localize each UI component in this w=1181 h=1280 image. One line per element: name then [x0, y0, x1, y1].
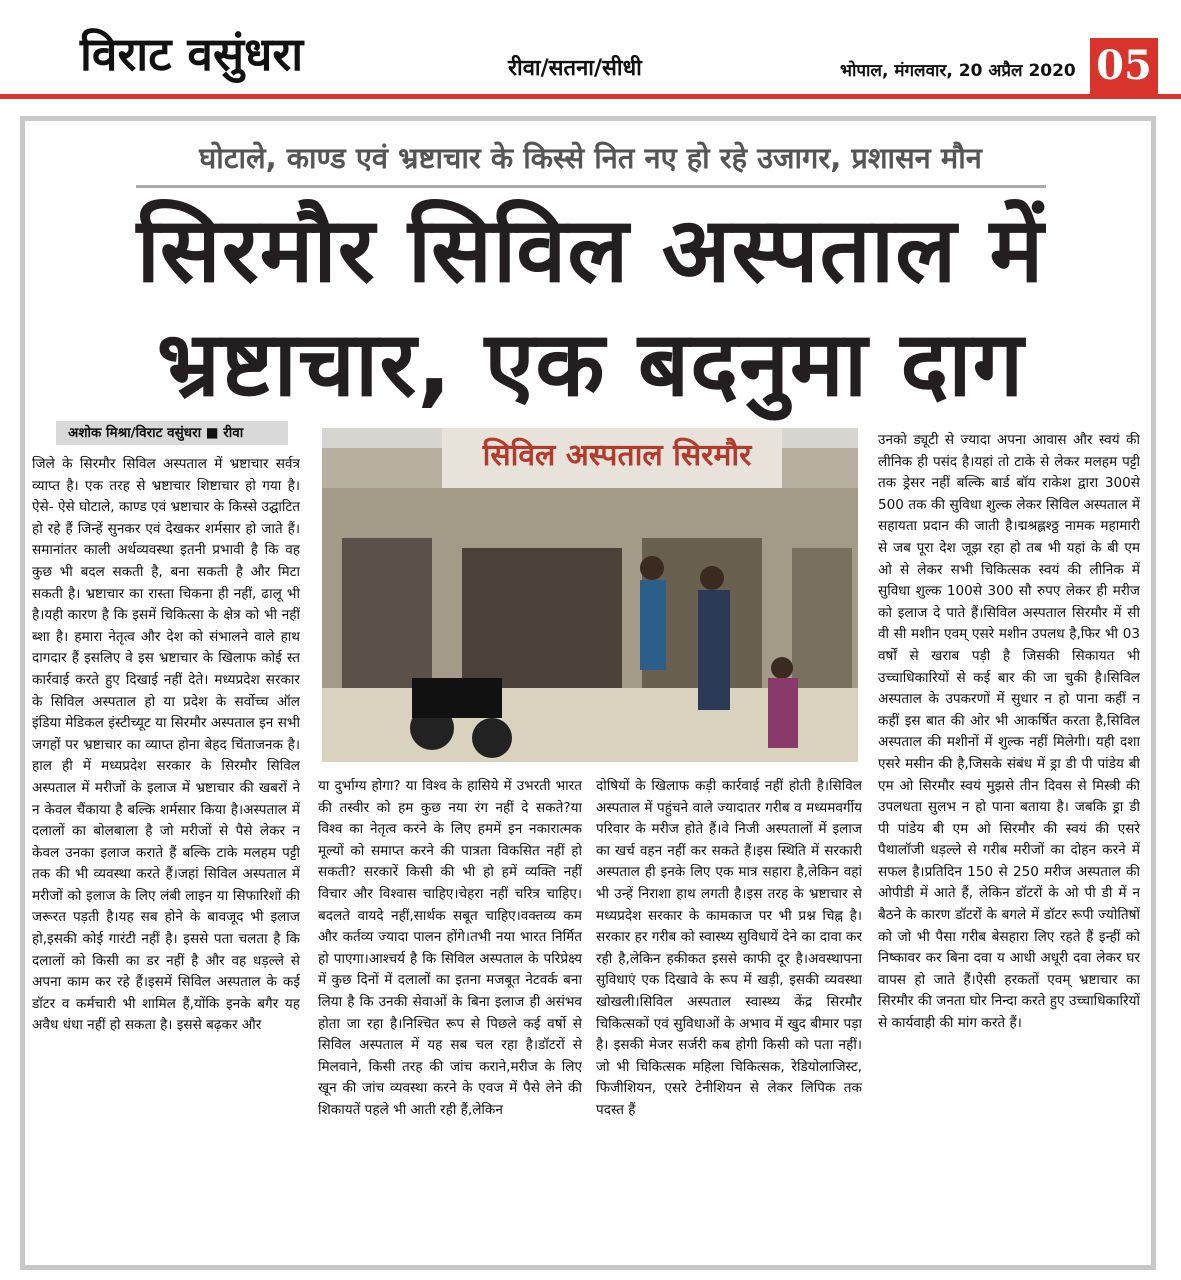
article-headline: [0, 196, 1181, 424]
article-kicker: घोटाले, काण्ड एवं भ्रष्टाचार के किस्से नित नए हो रहे उजागर, प्रशासन मौन: [199, 141, 982, 175]
article-column-4: उनको ड्यूटी से ज्यादा अपना आवास और स्वयं की लीनिक ही पसंद है।यहां तो टाके से लेकर मलहम पट्टी तक ड्रेसर नहीं बल्कि बार्ड बॉय राकेश द्वारा 300से 500 तक की सुविधा शुल्क लेकर सिविल अस्पताल में सहायता प्रदान की जाती है।द्मश्रह्लश्ठ्ठ नामक महामारी से जब पूरा देश जूझ रहा हो तब भी यहां के बी एम ओ से लेकर सभी चिकित्सक स्वयं की लीनिक में सुविधा शुल्क 100से 300 सौ रुपए लेकर ही मरीज को इलाज दे पाते हैं।सिविल अस्पताल सिरमौर में सी वी सी मशीन एवम् एसरे मशीन उपलध है,फिर भी 03 वर्षों से खराब पड़ी है जिसकी सिकायत भी उच्चाधिकारियों से कई बार की जा चुकी है।सिविल अस्पताल के उपकरणों में सुधार न हो पाना कहीं न कहीं इस बात की ओर भी आकर्षित करता है,सिविल अस्पताल की मशीनों में शुल्क नहीं मिलेगी। यही दशा एसरे मसीन की है,जिसके संबंध में ड्रा डी पी पांडेय बी एम ओ सिरमौर स्वयं मुझसे तीन दिवस से मिस्त्री की उपलधता सुलभ न हो पाना बताया है। जबकि ड्रा डी पी पांडेय बी एम ओ सिरमौर की स्वयं की एसरे पैथालॉजी धड़ल्ले से गरीब मरीजों का दोहन करने में सफल है।प्रतिदिन 150 से 250 मरीज अस्पताल की ओपीडी में आते हैं, लेकिन डॉटरों के ओ पी डी में न बैठने के कारण डॉटरों के बगले में डॉटर रूपी ज्योतिषों को जो भी पैसा गरीब बेसहारा लिए रहते हैं इन्हीं को निष्कावर कर बिना दवा य आधी अधूरी दवा लेकर घर वापस हो जाते हैं।ऐसी हरकतों एवम् भ्रष्टाचार का सिरमौर की जनता घोर निन्दा करते हुए उच्चाधिकारियों से कार्यवाही की मांग करते हैं।: [878, 432, 1140, 1032]
masthead: [0, 0, 1181, 100]
page-number-badge: 05: [1090, 38, 1158, 94]
headline-line-1: सिरमौर सिविल अस्पताल में: [136, 198, 1045, 303]
headline-line-2: भ्रष्टाचार, एक बदनुमा दाग: [156, 312, 1025, 417]
masthead-rule: [0, 94, 1181, 99]
article-column-3: दोषियों के खिलाफ कड़ी कार्रवाई नहीं होती है।सिविल अस्पताल में पहुंचने वाले ज्यादातर गरीब व मध्यमवर्गीय परिवार के मरीज होते हैं।वे निजी अस्पतालों में इलाज का खर्च वहन नहीं कर सकते हैं।इस स्थिति में सरकारी अस्पताल ही इनके लिए एक मात्र सहारा है,लेकिन वहां भी उन्हें निराशा हाथ लगती है।इस तरह के भ्रष्टाचार से मध्यप्रदेश सरकार के कामकाज पर भी प्रश्न चिह्न है।सरकार हर गरीब को स्वास्थ्य सुविधायें देने का दावा कर रही है,लेकिन हकीकत इससे काफी दूर है।अवस्थापना सुविधाएं एक दिखावे के रूप में खड़ी, इसकी व्यवस्था खोखली।सिविल अस्पताल स्वास्थ्य केंद्र सिरमौर चिकित्सकों एवं सुविधाओं के अभाव में खुद बीमार पड़ा है। इसकी मेजर सर्जरी कब होगी किसी को पता नहीं। जो भी चिकित्सक महिला चिकित्सक, रेडियोलाजिस्ट, फिजीशियन, एसरे टेनीशियन से लेकर लिपिक तक पदस्त हैं: [596, 778, 862, 1118]
dateline: भोपाल, मंगलवार, 20 अप्रैल 2020: [840, 61, 1076, 81]
newspaper-title: विराट वसुंधरा: [80, 27, 304, 81]
byline: अशोक मिश्रा/विराट वसुंधरा ■ रीवा: [56, 421, 288, 445]
kicker-divider: [136, 185, 1046, 188]
article-column-2: या दुर्भाग्य होगा? या विश्व के हासिये में उभरती भारत की तस्वीर को हम कुछ नया रंग नहीं दे सकते?या विश्व का नेतृत्व करने के लिए हममें इन नकारात्मक मूल्यों को समाप्त करने की पात्रता विकसित नहीं हो सकती? सरकारें किसी की भी हो हमें व्यक्ति नहीं विचार और विश्वास चाहिए।चेहरा नहीं चरित्र चाहिए।बदलते वायदे नहीं,सार्थक सबूत चाहिए।वक्तव्य कम और कर्तव्य ज्यादा पालन होंगे।तभी नया भारत निर्मित हो पाएगा।आश्चर्य है कि सिविल अस्पताल के परिप्रेक्ष्य में कुछ दिनों में दलालों का इतना मजबूत नेटवर्क बना लिया है कि उनकी सेवाओं के बिना इलाज ही असंभव होता जा रहा है।निश्चित रूप से पिछले कई वर्षो से सिविल अस्पताल में यह सब चल रहा है।डॉटरों से मिलवाने, किसी तरह की जांच कराने,मरीज के लिए खून की जांच व्यवस्था करने के एवज में पैसे लेने की शिकायतें पहले भी आती रही हैं,लेकिन: [318, 778, 582, 1118]
edition-label: रीवा/सतना/सीधी: [508, 56, 642, 81]
hospital-sign: सिविल अस्पताल सिरमौर: [482, 438, 752, 473]
article-column-1: जिले के सिरमौर सिविल अस्पताल में भ्रष्टाचार सर्वत्र व्याप्त है। एक तरह से भ्रष्टाचार शिष्टाचार हो गया है। ऐसे- ऐसे घोटाले, काण्ड एवं भ्रष्टाचार के किस्से उद्घाटित हो रहे हैं जिन्हें सुनकर एवं देखकर शर्मसार हो जाते हैं। समानांतर काली अर्थव्यवस्था इतनी प्रभावी है कि वह कुछ भी बदल सकती है, बना सकती है और मिटा सकती है। भ्रष्टाचार का रास्ता चिकना ही नहीं, ढालू भी है।यही कारण है कि इसमें चिकित्सा के क्षेत्र को भी नहीं ब्शा है। हमारा नेतृत्व और देश को संभालने वाले हाथ दागदार हैं इसलिए वे इस भ्रष्टाचार के खिलाफ कोई स्त कार्रवाई करते हुए दिखाई नहीं देते। मध्यप्रदेश सरकार के सिविल अस्पताल हो या प्रदेश के सर्वोच्च ऑल इंडिया मेडिकल इंस्टीच्यूट या सिरमौर अस्पताल इन सभी जगहों पर भ्रष्टाचार का व्याप्त होना बेहद चिंताजनक है।हाल ही में मध्यप्रदेश सरकार के सिरमौर सिविल अस्पताल में मरीजों के इलाज में भ्रष्टाचार की खबरों ने न केवल चैंकाया है बल्कि शर्मसार किया है।अस्पताल में दलालों का बोलबाला है जो मरीजों से पैसे लेकर न केवल उनका इलाज कराते हैं बल्कि टाके मलहम पट्टी तक की भी व्यवस्था करते हैं।जहां सिविल अस्पताल में मरीजों को इलाज के लिए लंबी लाइन या सिफारिशों की जरूरत पड़ती है।यह सब होने के बावजूद भी इलाज हो,इसकी कोई गारंटी नहीं है। इससे पता चलता है कि दलालों को किसी का डर नहीं है और वह धड़ल्ले से अपना काम कर रहे हैं।इसमें सिविल अस्पताल के कई डॉटर व कर्मचारी भी शामिल हैं,योंकि इनके बगैर यह अवैध धंधा नहीं हो सकता है। इससे बढ़कर और: [32, 456, 300, 1034]
photo-illustration: [322, 428, 858, 762]
hospital-photo: [322, 428, 858, 762]
